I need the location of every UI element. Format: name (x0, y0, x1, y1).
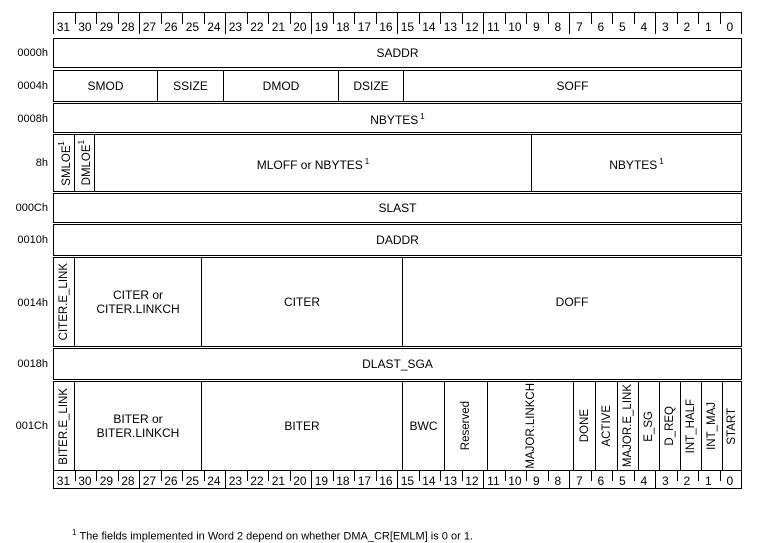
bit-number: 8 (554, 20, 562, 34)
bit-tick (655, 12, 656, 34)
bit-tick (720, 12, 721, 24)
bit-number: 15 (400, 20, 415, 34)
bit-tick (483, 471, 484, 489)
bit-number: 24 (207, 474, 221, 488)
bit-tick (268, 471, 269, 481)
bit-number: 21 (271, 474, 286, 488)
bit-number: 11 (487, 20, 500, 34)
bit-tick (505, 12, 506, 24)
bit-number: 11 (487, 474, 500, 488)
bit-tick (161, 12, 162, 24)
bit-number: 8 (554, 474, 562, 488)
bit-number: 27 (142, 474, 157, 488)
bit-number: 1 (705, 20, 712, 34)
bit-number: 2 (683, 474, 691, 488)
bit-tick (204, 12, 205, 24)
bit-tick (591, 12, 592, 24)
offset-0000h: 0000h (17, 47, 48, 59)
field-daddr: DADDR (53, 224, 742, 256)
field-smloe: SMLOE$^1$ (53, 134, 75, 192)
bit-number: 25 (185, 20, 200, 34)
bit-tick (634, 12, 635, 24)
bit-number: 13 (443, 474, 458, 488)
field-major-linkch: MAJOR.LINKCH (487, 381, 574, 471)
field-smod: SMOD (53, 70, 158, 102)
bit-number: 14 (422, 474, 436, 488)
field-dlast-sga: DLAST_SGA (53, 348, 742, 380)
bit-tick (53, 12, 54, 34)
bit-rule (53, 488, 741, 489)
bit-tick (397, 471, 398, 489)
bit-tick (612, 12, 613, 24)
bit-number: 21 (271, 20, 286, 34)
bit-number: 31 (56, 20, 71, 34)
field-dmod: DMOD (223, 70, 339, 102)
bit-number: 23 (228, 474, 243, 488)
bit-tick (419, 471, 420, 481)
bit-tick (354, 12, 355, 24)
bit-tick (698, 12, 699, 24)
bit-tick (612, 471, 613, 481)
bit-tick (440, 12, 441, 24)
bit-tick (247, 12, 248, 24)
bit-tick (655, 471, 656, 489)
field-bwc: BWC (402, 381, 445, 471)
bit-number: 29 (99, 474, 114, 488)
bit-tick (290, 12, 291, 24)
bit-tick (440, 471, 441, 481)
bit-rule (53, 12, 741, 13)
bit-number: 14 (422, 20, 436, 34)
bit-tick (333, 471, 334, 481)
bit-number: 0 (726, 474, 734, 488)
field-citer-elink: CITER.E_LINK (53, 257, 75, 347)
field-saddr: SADDR (53, 38, 742, 68)
bit-tick (483, 12, 484, 34)
field-ssize: SSIZE (157, 70, 224, 102)
bit-number: 17 (357, 20, 372, 34)
field-citer: CITER (201, 257, 403, 347)
bit-tick (247, 471, 248, 481)
bit-tick (397, 12, 398, 34)
bit-tick (225, 471, 226, 489)
field-biter-or-linkch: BITER or BITER.LINKCH (74, 381, 202, 471)
bit-number: 27 (142, 20, 157, 34)
field-citer-or-linkch: CITER or CITER.LINKCH (74, 257, 202, 347)
field-biter-elink: BITER.E_LINK (53, 381, 75, 471)
bit-number: 3 (662, 20, 669, 34)
bit-number: 29 (99, 20, 114, 34)
field-done: DONE (573, 381, 596, 471)
bit-tick (161, 471, 162, 481)
bit-number: 5 (619, 474, 626, 488)
bit-number: 18 (336, 474, 350, 488)
field-doff: DOFF (402, 257, 742, 347)
bit-tick (225, 12, 226, 34)
bit-tick (526, 12, 527, 24)
field-dmloe: DMLOE$^1$ (74, 134, 95, 192)
field-nbytes: NBYTES $^1$ (53, 103, 742, 133)
bit-number: 9 (533, 20, 540, 34)
bit-tick (741, 12, 742, 34)
field-reserved: Reserved (444, 381, 488, 471)
field-int-maj: INT_MAJ (701, 381, 723, 471)
bit-tick (139, 471, 140, 489)
bit-number: 16 (379, 20, 393, 34)
bit-tick (526, 471, 527, 481)
offset-0014h: 0014h (17, 297, 48, 309)
field-slast: SLAST (53, 193, 742, 223)
field-dsize: DSIZE (338, 70, 404, 102)
bit-number: 12 (465, 474, 479, 488)
bit-number: 30 (78, 20, 92, 34)
bit-number: 15 (400, 474, 415, 488)
bit-number: 5 (619, 20, 626, 34)
bit-number: 16 (379, 474, 393, 488)
bit-number: 17 (357, 474, 372, 488)
bit-tick (548, 471, 549, 481)
bit-number: 10 (508, 474, 522, 488)
bit-number: 12 (465, 20, 479, 34)
footnote: $^1$ The fields implemented in Word 2 depend on whether DMA_CR[EMLM] is 0 or 1. (72, 528, 473, 543)
offset-0018h: 0018h (17, 358, 48, 370)
bit-tick (720, 471, 721, 481)
offset-001ch: 001Ch (15, 420, 48, 432)
field-start: START (722, 381, 742, 471)
offset-8h: 8h (35, 157, 48, 169)
bit-tick (96, 12, 97, 24)
bit-tick (569, 12, 570, 34)
bit-tick (268, 12, 269, 24)
bit-number: 10 (508, 20, 522, 34)
field-biter: BITER (201, 381, 403, 471)
bit-number: 25 (185, 474, 200, 488)
field-nbytes-low: NBYTES $^1$ (531, 134, 742, 192)
offset-000ch: 000Ch (15, 202, 48, 214)
bit-tick (182, 12, 183, 24)
bit-tick (634, 471, 635, 481)
bit-number: 18 (336, 20, 350, 34)
bit-tick (462, 471, 463, 481)
bit-tick (75, 12, 76, 24)
bit-tick (118, 12, 119, 24)
field-soff: SOFF (403, 70, 742, 102)
bit-number: 19 (314, 20, 329, 34)
bit-number: 20 (293, 20, 307, 34)
bit-tick (182, 471, 183, 481)
bit-tick (96, 471, 97, 481)
bit-tick (591, 471, 592, 481)
bit-number: 23 (228, 20, 243, 34)
bit-number: 4 (640, 474, 648, 488)
bit-number: 26 (164, 20, 178, 34)
bit-tick (311, 12, 312, 34)
bit-number: 19 (314, 474, 329, 488)
bit-number: 28 (121, 20, 135, 34)
bit-tick (376, 471, 377, 481)
bit-tick (419, 12, 420, 24)
bit-number: 6 (597, 20, 605, 34)
offset-0008h: 0008h (17, 113, 48, 125)
bit-number: 24 (207, 20, 221, 34)
bit-tick (204, 471, 205, 481)
bit-tick (311, 471, 312, 489)
bit-number: 6 (597, 474, 605, 488)
bit-tick (75, 471, 76, 481)
field-major-elink: MAJOR.E_LINK (617, 381, 639, 471)
bit-number: 9 (533, 474, 540, 488)
bit-number: 7 (576, 20, 583, 34)
bit-tick (376, 12, 377, 24)
bit-number: 3 (662, 474, 669, 488)
bit-number: 22 (250, 474, 264, 488)
field-int-half: INT_HALF (680, 381, 702, 471)
bit-tick (118, 471, 119, 481)
bit-number: 13 (443, 20, 458, 34)
bit-tick (290, 471, 291, 481)
bit-tick (569, 471, 570, 489)
bit-tick (462, 12, 463, 24)
bit-number: 31 (56, 474, 71, 488)
bit-number: 26 (164, 474, 178, 488)
bit-number: 4 (640, 20, 648, 34)
bit-tick (354, 471, 355, 481)
field-mloff-or-nbytes: MLOFF or NBYTES $^1$ (94, 134, 532, 192)
bit-number: 2 (683, 20, 691, 34)
bit-tick (505, 471, 506, 481)
bit-tick (139, 12, 140, 34)
bit-tick (677, 471, 678, 481)
bit-number: 20 (293, 474, 307, 488)
bit-tick (698, 471, 699, 481)
field-active: ACTIVE (595, 381, 618, 471)
bit-tick (741, 471, 742, 489)
bit-number: 22 (250, 20, 264, 34)
field-d-req: D_REQ (659, 381, 681, 471)
bit-number: 1 (705, 474, 712, 488)
bit-number: 0 (726, 20, 734, 34)
bit-number: 28 (121, 474, 135, 488)
bit-tick (677, 12, 678, 24)
bit-tick (53, 471, 54, 489)
bit-tick (333, 12, 334, 24)
offset-0004h: 0004h (17, 80, 48, 92)
bit-number: 30 (78, 474, 92, 488)
bit-number: 7 (576, 474, 583, 488)
bit-tick (548, 12, 549, 24)
field-e-sg: E_SG (638, 381, 660, 471)
offset-0010h: 0010h (17, 234, 48, 246)
